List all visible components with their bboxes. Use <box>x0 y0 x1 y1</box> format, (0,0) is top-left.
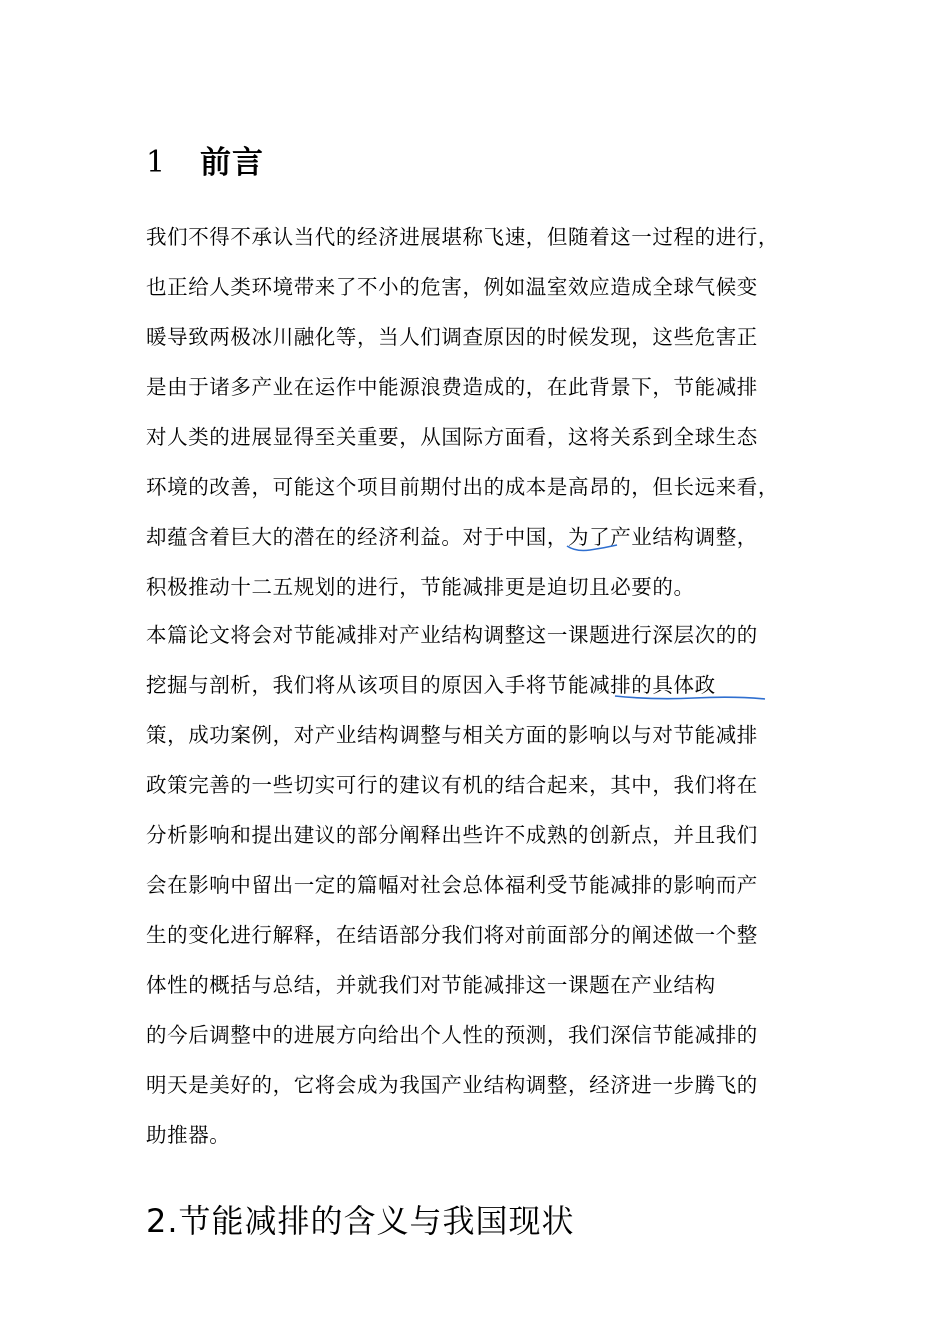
section-heading-1 <box>146 138 264 188</box>
paragraph-line: 助推器。 <box>146 1123 231 1147</box>
paragraph-line: 会在影响中留出一定的篇幅对社会总体福利受节能减排的影响而产 <box>146 873 758 897</box>
section-heading-2: 2.节能减排的含义与我国现状 <box>146 1202 575 1240</box>
paragraph-line: 积极推动十二五规划的进行，节能减排更是迫切且必要的。 <box>146 575 695 599</box>
paragraph-line: 分析影响和提出建议的部分阐释出些许不成熟的创新点，并且我们 <box>146 823 758 847</box>
heading-number: 1 <box>146 145 166 180</box>
grammar-squiggle-underline[interactable] <box>614 693 766 703</box>
paragraph-line: 生的变化进行解释，在结语部分我们将对前面部分的阐述做一个整 <box>146 923 758 947</box>
paragraph-line: 是由于诸多产业在运作中能源浪费造成的，在此背景下，节能减排 <box>146 375 758 399</box>
paragraph-line: 环境的改善，可能这个项目前期付出的成本是高昂的，但长远来看， <box>146 475 779 499</box>
paragraph-line: 对人类的进展显得至关重要，从国际方面看，这将关系到全球生态 <box>146 425 758 449</box>
paragraph-line: 也正给人类环境带来了不小的危害，例如温室效应造成全球气候变 <box>146 275 758 299</box>
paragraph-line: 策，成功案例，对产业结构调整与相关方面的影响以与对节能减排 <box>146 723 758 747</box>
paragraph-line: 挖掘与剖析，我们将从该项目的原因入手将节能减排的具体政 <box>146 673 716 697</box>
paragraph-line: 的今后调整中的进展方向给出个人性的预测，我们深信节能减排的 <box>146 1023 758 1047</box>
grammar-squiggle-underline[interactable] <box>566 543 618 553</box>
paragraph-line: 暖导致两极冰川融化等，当人们调查原因的时候发现，这些危害正 <box>146 325 758 349</box>
paragraph-line: 却蕴含着巨大的潜在的经济利益。对于中国，为了产业结构调整， <box>146 525 758 549</box>
paragraph-line: 政策完善的一些切实可行的建议有机的结合起来，其中，我们将在 <box>146 773 758 797</box>
heading-title: 前言 <box>200 145 264 181</box>
paragraph-line: 我们不得不承认当代的经济进展堪称飞速，但随着这一过程的进行， <box>146 225 779 249</box>
paragraph-line: 体性的概括与总结，并就我们对节能减排这一课题在产业结构 <box>146 973 716 997</box>
paragraph-line: 明天是美好的，它将会成为我国产业结构调整，经济进一步腾飞的 <box>146 1073 758 1097</box>
paragraph-line: 本篇论文将会对节能减排对产业结构调整这一课题进行深层次的的 <box>146 623 758 647</box>
